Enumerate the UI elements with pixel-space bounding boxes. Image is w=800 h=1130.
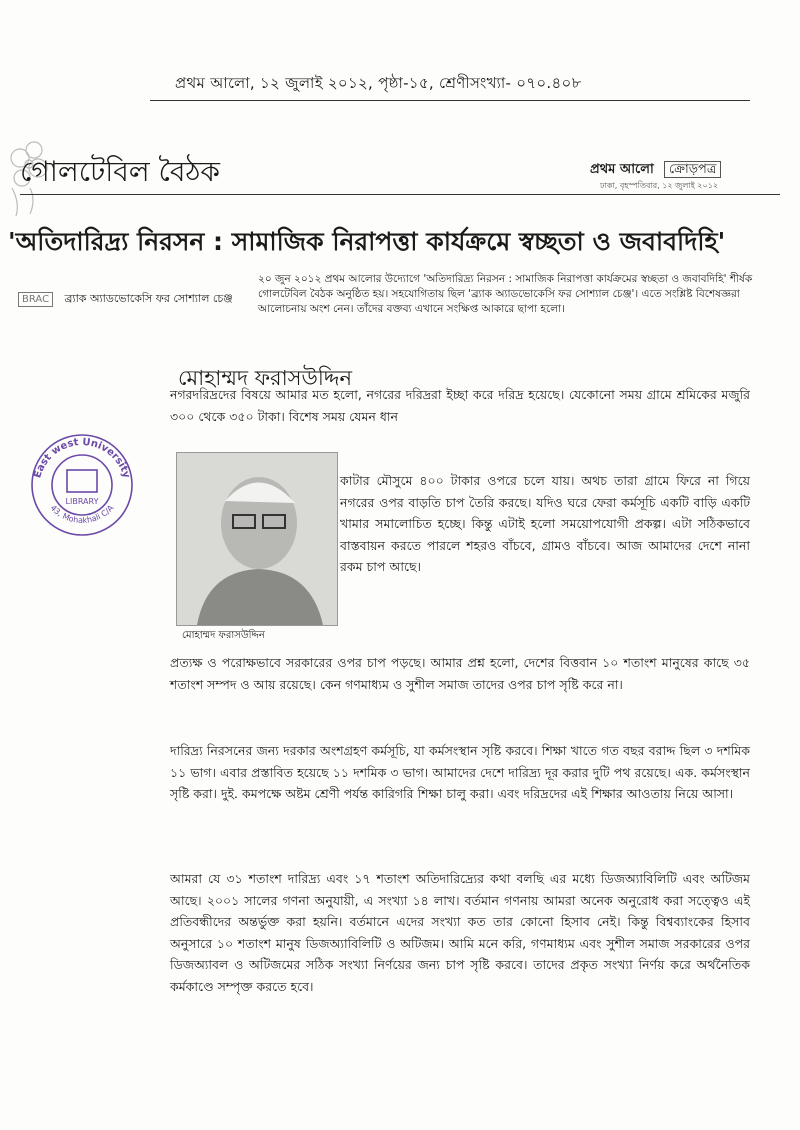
body-paragraph-2: দারিদ্র্য নিরসনের জন্য দরকার অংশগ্রহণ কর্মসূচি, যা কর্মসংস্থান সৃষ্টি করবে। শিক্ষা খাতে গত বছর বরাদ্দ ছিল ৩ দশমিক ১১ ভাগ। এবার প্রস্তাবিত হয়েছে ১১ দশমিক ৩ ভাগ। আমাদের দেশে দারিদ্র্য দূর করার দুটি পথ রয়েছে। এক. কর্মসংস্থান সৃষ্টি করা। দুই. কমপক্ষে অষ্টম শ্রেণী পর্যন্ত কারিগরি শিক্ষা চালু করা। এবং দরিদ্রদের এই শিক্ষার আওতায় নিয়ে আসা। — [170, 743, 750, 801]
brand-name: প্রথম আলো — [590, 162, 654, 177]
organizer-name: ব্র্যাক অ্যাডভোকেসি ফর সোশ্যাল চেঞ্জ — [64, 292, 233, 305]
brac-logo: BRAC — [18, 292, 53, 307]
photo-caption: মোহাম্মদ ফরাসউদ্দিন — [182, 630, 265, 641]
body-paragraph-1-top: নগরদরিদ্রদের বিষয়ে আমার মত হলো, নগরের দরিদ্ররা ইচ্ছা করে দরিদ্র হয়েছে। যেকোনো সময় গ্রামে শ্রমিকের মজুরি ৩০০ থেকে ৩৫০ টাকা। বিশেষ সময় যেমন ধান — [170, 387, 750, 424]
body-paragraph-1-end: প্রত্যক্ষ ও পরোক্ষভাবে সরকারের ওপর চাপ পড়ছে। আমার প্রশ্ন হলো, দেশের বিত্তবান ১০ শতাংশ মানুষের কাছে ৩৫ শতাংশ সম্পদ ও আয় রয়েছে। কেন গণমাধ্যম ও সুশীল সমাজ তাদের ওপর চাপ সৃষ্টি করে না। — [170, 655, 750, 692]
stamp-university: East west University — [32, 436, 132, 480]
stamp-library: LIBRARY — [65, 497, 99, 506]
svg-text:East west University — [32, 437, 132, 480]
section-rule — [20, 194, 780, 195]
library-stamp — [27, 430, 137, 540]
source-citation: প্রথম আলো, ১২ জুলাই ২০১২, পৃষ্ঠা-১৫, শ্রেণীসংখ্যা- ০৭০.৪০৮ — [175, 74, 582, 92]
byline: মোহাম্মদ ফরাসউদ্দিন — [178, 366, 352, 390]
organizer-credit — [18, 290, 233, 309]
headline: 'অতিদারিদ্র্য নিরসন : সামাজিক নিরাপত্তা কার্যক্রমে স্বচ্ছতা ও জবাবদিহি' — [8, 227, 726, 256]
svg-text:43, Mohakhali C/A — [49, 503, 116, 525]
section-title: গোলটেবিল বৈঠক — [20, 155, 221, 188]
stamp-address: 43, Mohakhali C/A — [48, 503, 116, 525]
brand-dateline: ঢাকা, বৃহস্পতিবার, ১২ জুলাই ২০১২ — [600, 181, 719, 190]
brand-page-label: ক্রোড়পত্র — [664, 161, 722, 178]
newspaper-brand — [590, 160, 721, 181]
top-rule — [150, 100, 750, 101]
body-paragraph-3: আমরা যে ৩১ শতাংশ দারিদ্র্য এবং ১৭ শতাংশ অতিদারিদ্র্যের কথা বলছি এর মধ্যে ডিজঅ্যাবিলিটি এবং অটিজম আছে। ২০০১ সালের গণনা অনুযায়ী, এ সংখ্যা ১৪ লাখ। বর্তমান গণনায় আমরা অনেক অনুরোধ করা সত্ত্বেও এই প্রতিবন্ধীদের অন্তর্ভুক্ত করা হয়নি। বর্তমানে এদের সংখ্যা কত তার কোনো হিসাব নেই। কিন্তু বিশ্বব্যাংকের হিসাব অনুসারে ১০ শতাংশ মানুষ ডিজঅ্যাবিলিটি ও অটিজম। আমি মনে করি, গণমাধ্যম এবং সুশীল সমাজ সরকারের ওপর ডিজঅ্যাবল ও অটিজমের সঠিক সংখ্যা নির্ণয়ের জন্য চাপ সৃষ্টি করবে। তাদের প্রকৃত সংখ্যা নির্ণয় করে অর্থনৈতিক কর্মকাণ্ডে সম্পৃক্ত করতে হবে। — [170, 871, 750, 994]
intro-summary: ২০ জুন ২০১২ প্রথম আলোর উদ্যোগে 'অতিদারিদ্র্য নিরসন : সামাজিক নিরাপত্তা কার্যক্রমের স্বচ্ছতা ও জবাবদিহি' শীর্ষক গোলটেবিল বৈঠক অনুষ্ঠিত হয়। সহযোগিতায় ছিল 'ব্র্যাক অ্যাডভোকেসি ফর সোশ্যাল চেঞ্জ'। এতে সংশ্লিষ্ট বিশেষজ্ঞরা আলোচনায় অংশ নেন। তাঁদের বক্তব্য এখানে সংক্ষিপ্ত আকারে ছাপা হলো। — [258, 273, 753, 315]
author-photo — [176, 452, 338, 626]
body-paragraph-1-side: কাটার মৌসুমে ৪০০ টাকার ওপরে চলে যায়। অথচ তারা গ্রামে ফিরে না গিয়ে নগরের ওপর বাড়তি চাপ তৈরি করছে। যদিও ঘরে ফেরা কর্মসূচি একটি বাড়ি একটি খামার সমালোচিত হচ্ছে। কিন্তু এটাই হলো সময়োপযোগী প্রকল্প। এটা সঠিকভাবে বাস্তবায়ন করতে পারলে শহরও বাঁচবে, গ্রামও বাঁচবে। আজ আমাদের দেশে নানা রকম চাপ আছে। — [340, 473, 750, 574]
